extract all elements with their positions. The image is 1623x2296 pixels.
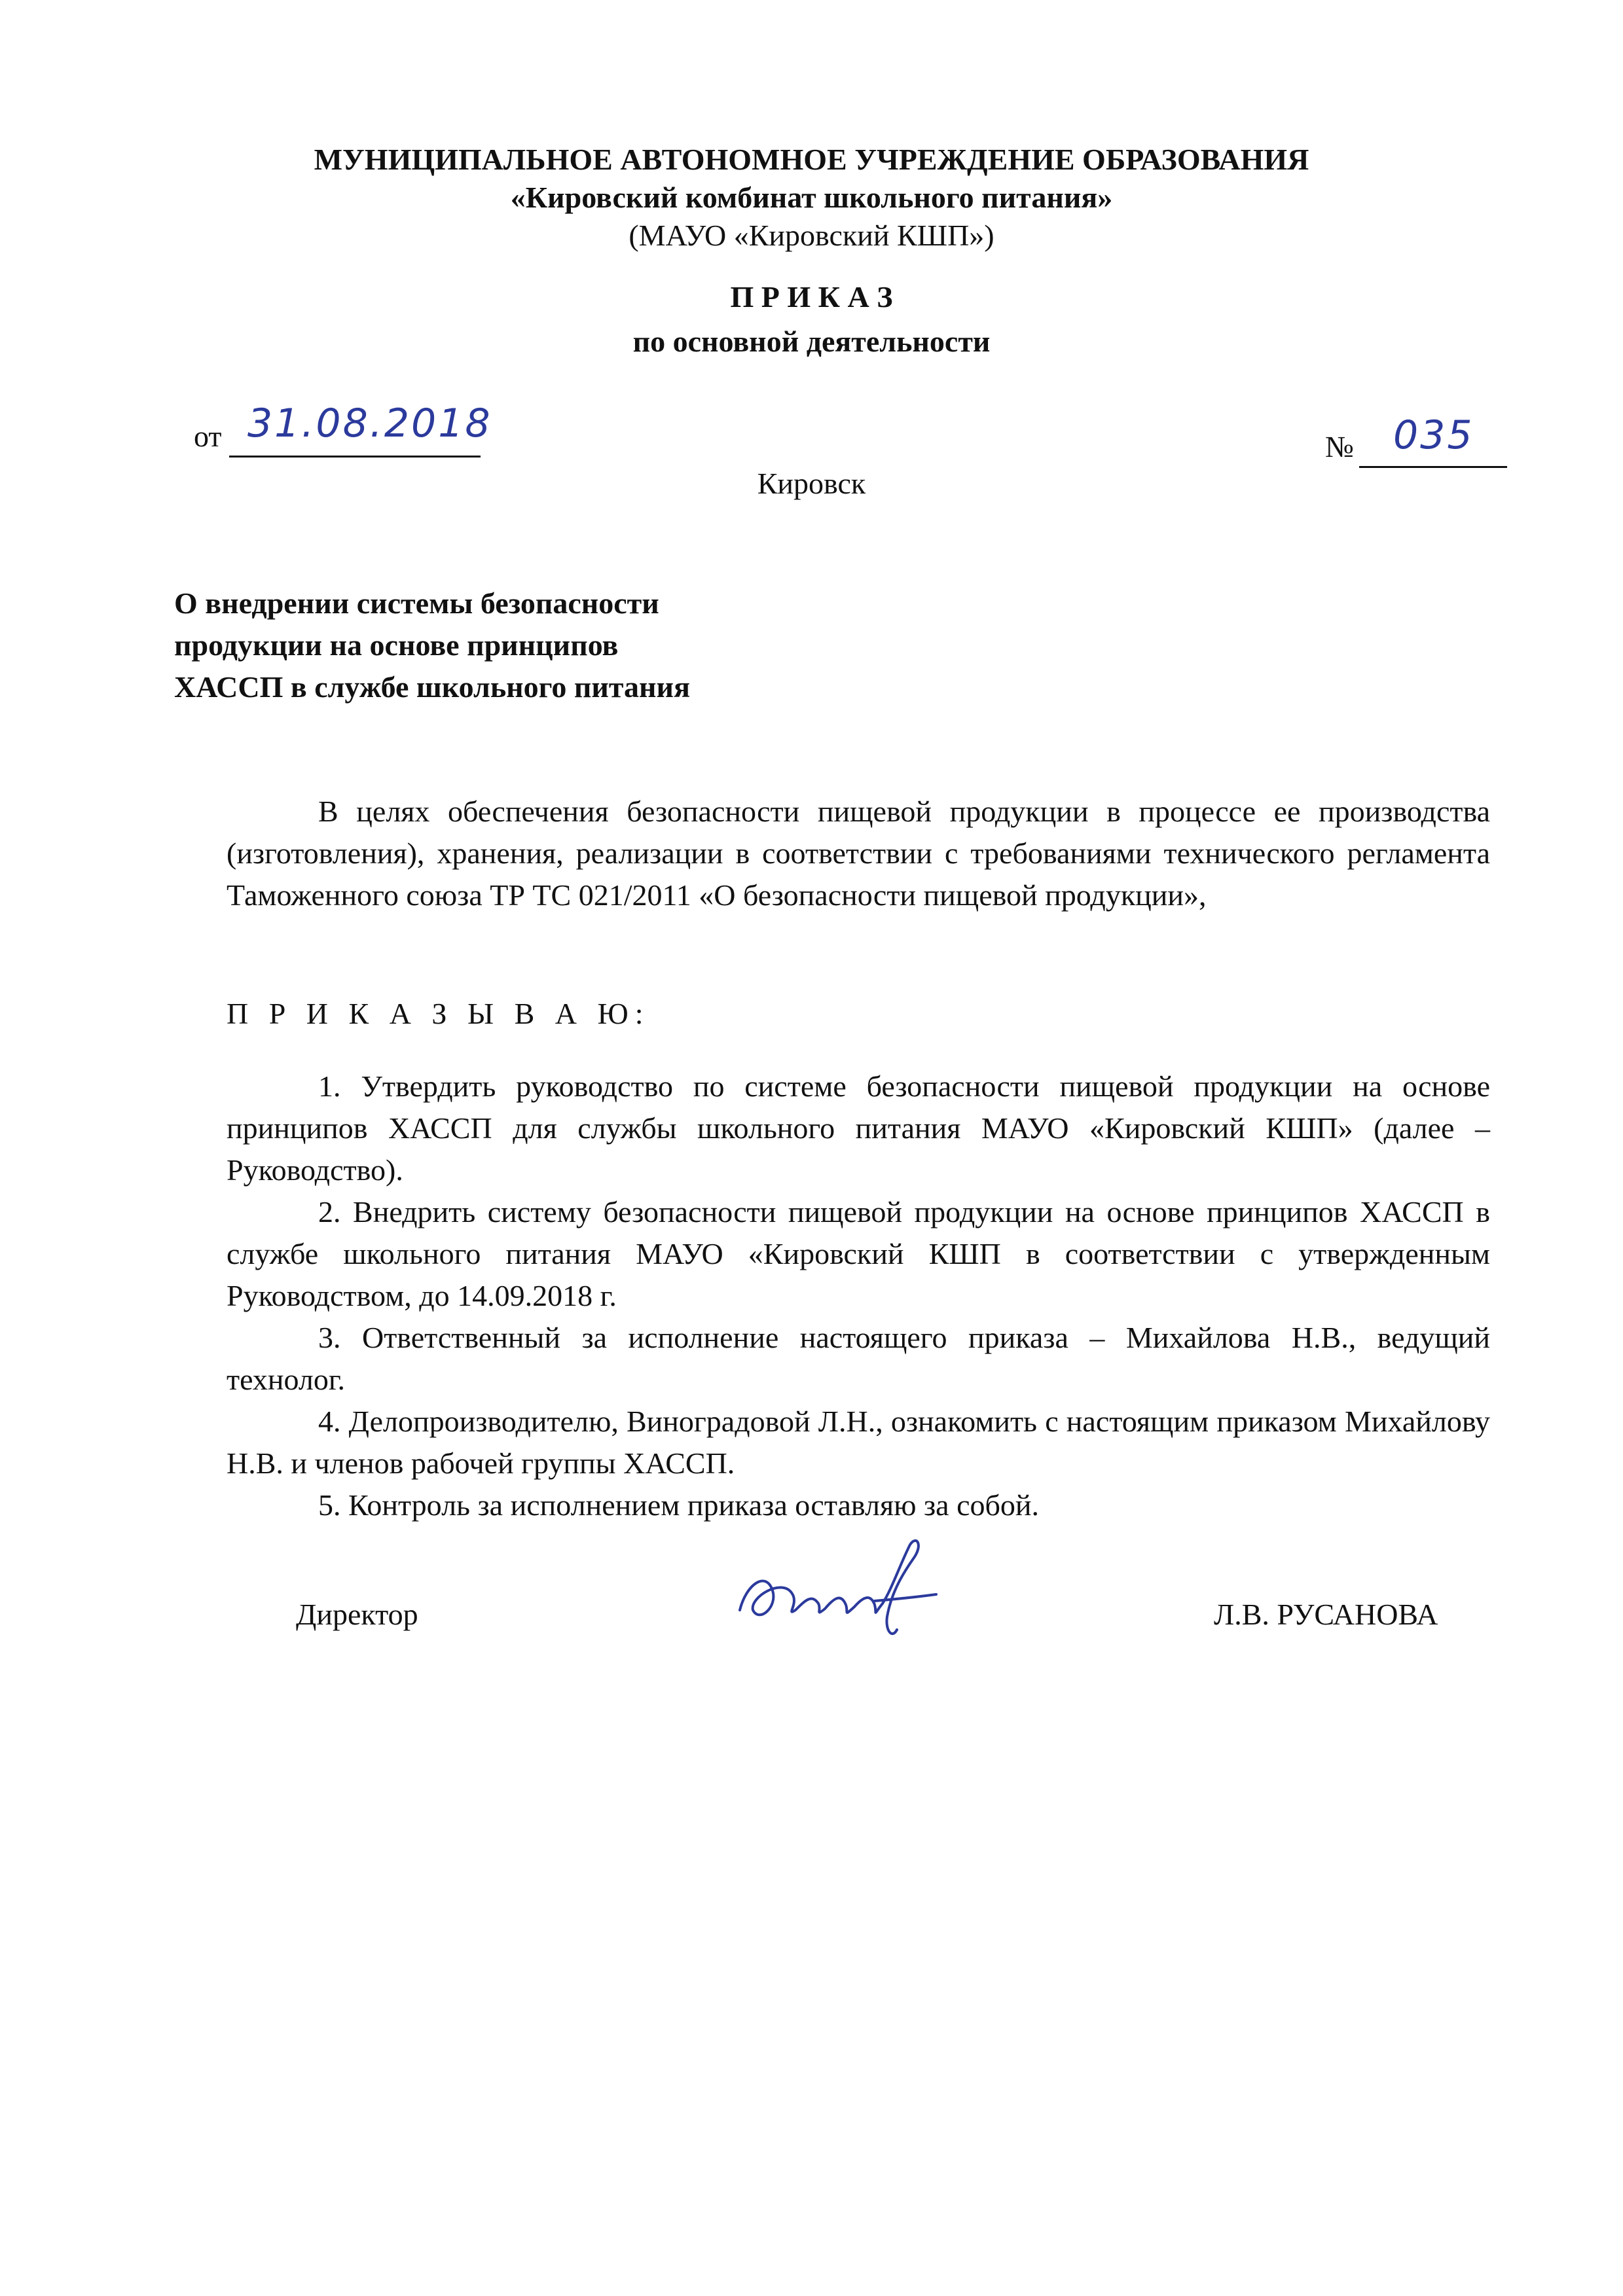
document-type: П Р И К А З: [730, 280, 893, 314]
document-subtype: по основной деятельности: [632, 325, 991, 358]
date-prefix: от: [194, 420, 222, 453]
organization-name: МУНИЦИПАЛЬНОЕ АВТОНОМНОЕ УЧРЕЖДЕНИЕ ОБРАЗОВАНИЯ: [314, 143, 1309, 176]
order-item: 2. Внедрить систему безопасности пищевой продукции на основе принципов ХАССП в службе школьного питания МАУО «Кировский КШП в соответствии с утвержденным Руководством, до 14.09.2018 г.: [227, 1195, 1490, 1312]
number-prefix: №: [1325, 430, 1354, 463]
preamble: [227, 791, 1490, 916]
signatory-position: Директор: [296, 1598, 418, 1631]
subject-line: ХАССП в службе школьного питания: [174, 670, 690, 704]
order-items: [227, 1066, 1490, 1526]
organization-full-name: «Кировский комбинат школьного питания»: [510, 181, 1113, 214]
order-word: П Р И К А З Ы В А Ю:: [227, 997, 650, 1030]
order-subject: [174, 583, 894, 708]
handwritten-signature: [720, 1532, 956, 1649]
organization-short-name: (МАУО «Кировский КШП»): [629, 219, 994, 252]
order-item: 4. Делопроизводителю, Виноградовой Л.Н., ознакомить с настоящим приказом Михайлову Н.В. и членов рабочей группы ХАССП.: [227, 1405, 1490, 1480]
date-value: 31.08.2018: [247, 401, 492, 446]
subject-line: О внедрении системы безопасности: [174, 586, 659, 620]
city-name: Кировск: [757, 467, 866, 500]
subject-line: продукции на основе принципов: [174, 628, 619, 662]
preamble-text: В целях обеспечения безопасности пищевой продукции в процессе ее производства (изготовления), хранения, реализации в соответствии с требованиями технического регламента Таможенного союза ТР ТС 021/2011 «О безопасности пищевой продукции»,: [227, 795, 1490, 912]
number-value: 035: [1393, 412, 1474, 458]
order-item: 1. Утвердить руководство по системе безопасности пищевой продукции на основе принципов ХАССП для службы школьного питания МАУО «Кировский КШП» (далее – Руководство).: [227, 1069, 1490, 1187]
signatory-name: Л.В. РУСАНОВА: [1214, 1598, 1438, 1631]
order-item: 3. Ответственный за исполнение настоящего приказа – Михайлова Н.В., ведущий технолог.: [227, 1321, 1490, 1396]
date-underline: [229, 456, 481, 457]
order-item: 5. Контроль за исполнением приказа оставляю за собой.: [318, 1488, 1040, 1522]
